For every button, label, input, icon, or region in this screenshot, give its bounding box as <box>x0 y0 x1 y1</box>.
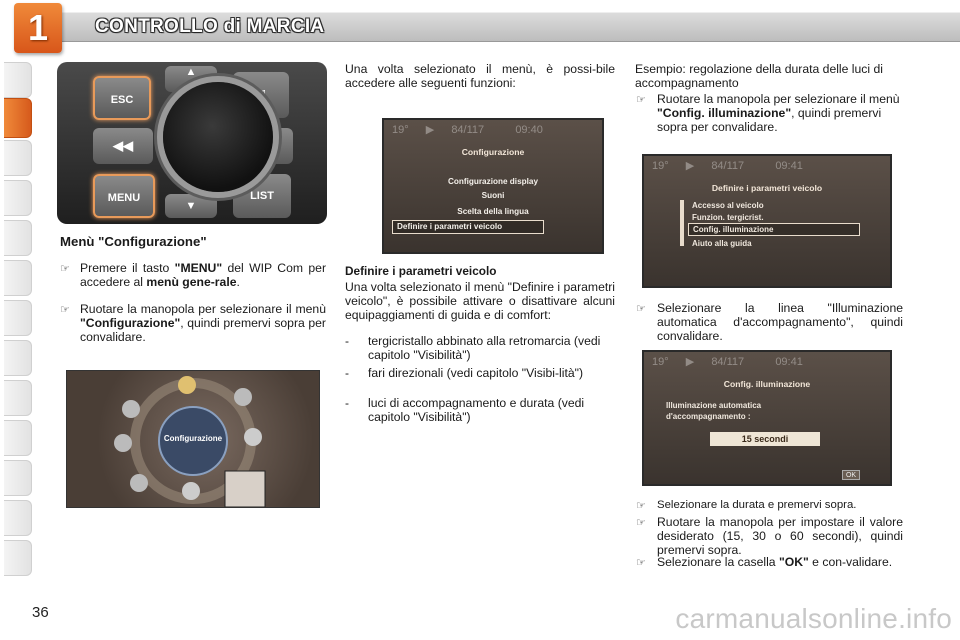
chapter-tab-item[interactable] <box>4 140 32 176</box>
config-illum-label: "Config. illuminazione" <box>657 106 792 120</box>
screen-status-bar: 19° ▶ 84/117 09:41 <box>652 160 803 172</box>
screen-menu-item: Suoni <box>481 191 505 200</box>
screen-menu-item-selected: Config. illuminazione <box>688 223 860 236</box>
config-label: "Configurazione" <box>80 316 181 330</box>
down-arrow-icon: ▼ <box>165 194 217 218</box>
text: , quindi premervi sopra per convalidare. <box>80 316 326 344</box>
page-number: 36 <box>32 604 49 621</box>
chapter-tab-item[interactable] <box>4 260 32 296</box>
menu-button: MENU <box>93 174 155 218</box>
screen-menu-item: Accesso al veicolo <box>692 201 764 210</box>
list-item: luci di accompagnamento e durata (vedi capitolo "Visibilità") <box>368 396 585 424</box>
chapter-number: 1 <box>27 7 49 48</box>
screen-status-bar: 19° ▶ 84/117 09:41 <box>652 356 803 368</box>
chapter-tab-item[interactable] <box>4 62 32 98</box>
left-bullet-2 <box>80 302 326 344</box>
right-bullet-5 <box>657 555 903 569</box>
right-intro: Esempio: regolazione della durata delle luci di accompagnamento <box>635 62 883 90</box>
general-menu-label: menù gene-rale <box>146 275 237 289</box>
define-params-heading: Definire i parametri veicolo <box>345 264 497 278</box>
text: Ruotare la manopola per selezionare il menù <box>657 92 900 106</box>
screen-status-bar: 19° ▶ 84/117 09:40 <box>392 124 543 136</box>
right-bullet-2: Selezionare la linea "Illuminazione automatica d'accompagnamento", quindi convalidare. <box>657 301 903 343</box>
screen-menu-item: Scelta della lingua <box>457 207 529 216</box>
menu-center-label: Configurazione <box>163 434 223 443</box>
chapter-tab-item[interactable] <box>4 420 32 456</box>
text: . <box>236 275 240 289</box>
chapter-tabs <box>0 62 40 582</box>
right-bullet-1 <box>657 92 905 134</box>
hand-pointer-icon: ☞ <box>636 500 646 512</box>
right-bullet-4: Ruotare la manopola per impostare il valore desiderato (15, 30 o 60 secondi), quindi premervi sopra. <box>657 515 903 557</box>
screen-menu-item: Aiuto alla guida <box>692 239 752 248</box>
screen-menu-item: Funzion. tergicrist. <box>692 213 764 222</box>
menu-key-label: "MENU" <box>174 261 223 275</box>
ok-label: "OK" <box>778 555 809 569</box>
vehicle-params-screen <box>642 154 892 288</box>
screen-title: Config. illuminazione <box>723 379 811 389</box>
text: , quindi premervi sopra per convalidare. <box>657 106 882 134</box>
chapter-tab-item[interactable] <box>4 540 32 576</box>
page-title: CONTROLLO di MARCIA <box>95 16 325 37</box>
list-dash: - <box>345 396 349 410</box>
text: e con-validare. <box>808 555 893 569</box>
hand-pointer-icon: ☞ <box>636 517 646 529</box>
middle-intro: Una volta selezionato il menù, è possi-bile accedere alle seguenti funzioni: <box>345 62 615 90</box>
menu-config-heading: Menù "Configurazione" <box>60 234 207 249</box>
hand-pointer-icon: ☞ <box>636 303 646 315</box>
watermark: carmanualsonline.info <box>675 603 952 634</box>
list-button: LIST <box>233 174 291 218</box>
control-panel-photo <box>57 62 327 224</box>
ok-box: OK <box>842 470 860 480</box>
duration-value-box: 15 secondi <box>710 432 820 446</box>
screen-title: Definire i parametri veicolo <box>711 183 823 193</box>
screen-menu-item-selected: Definire i parametri veicolo <box>392 220 544 234</box>
previous-icon: ◀◀ <box>93 128 153 164</box>
scroll-indicator <box>680 200 684 246</box>
up-arrow-icon: ▲ <box>165 66 217 92</box>
chapter-tab-item[interactable] <box>4 220 32 256</box>
chapter-tab-item[interactable] <box>4 460 32 496</box>
rotary-knob <box>163 82 273 192</box>
chapter-tab-item[interactable] <box>4 500 32 536</box>
esc-button: ESC <box>93 76 151 120</box>
list-dash: - <box>345 334 349 348</box>
screen-menu-item: Configurazione display <box>447 177 539 186</box>
chapter-tab-item[interactable] <box>4 380 32 416</box>
left-bullet-1 <box>80 261 326 289</box>
hand-pointer-icon: ☞ <box>60 304 70 316</box>
text: Selezionare la casella <box>657 555 779 569</box>
screen-title: Configurazione <box>461 147 525 157</box>
chapter-tab-item-active[interactable] <box>4 98 32 138</box>
chapter-tab-item[interactable] <box>4 180 32 216</box>
illumination-config-screen <box>642 350 892 486</box>
screen-setting-label: Illuminazione automatica d'accompagnamento : <box>666 401 762 421</box>
list-dash: - <box>345 366 349 380</box>
chapter-tab-item[interactable] <box>4 340 32 376</box>
hand-pointer-icon: ☞ <box>636 94 646 106</box>
right-bullet-3: Selezionare la durata e premervi sopra. <box>657 499 857 511</box>
middle-body: Una volta selezionato il menù "Definire i parametri veicolo", è possibile attivare o disattivare alcuni equipaggiamenti di guida e di comfort: <box>345 280 615 322</box>
text: Ruotare la manopola per selezionare il menù <box>80 302 326 316</box>
chapter-header <box>0 0 960 56</box>
chapter-tab-item[interactable] <box>4 300 32 336</box>
text: del WIP Com per accedere al <box>80 261 326 289</box>
list-item: tergicristallo abbinato alla retromarcia (vedi capitolo "Visibilità") <box>368 334 601 362</box>
music-icon: ♫ <box>233 72 289 118</box>
hand-pointer-icon: ☞ <box>60 263 70 275</box>
text: Premere il tasto <box>80 261 175 275</box>
main-menu-photo <box>66 370 320 508</box>
hand-pointer-icon: ☞ <box>636 557 646 569</box>
config-screen <box>382 118 604 254</box>
list-item: fari direzionali (vedi capitolo "Visibi-lità") <box>368 366 584 380</box>
